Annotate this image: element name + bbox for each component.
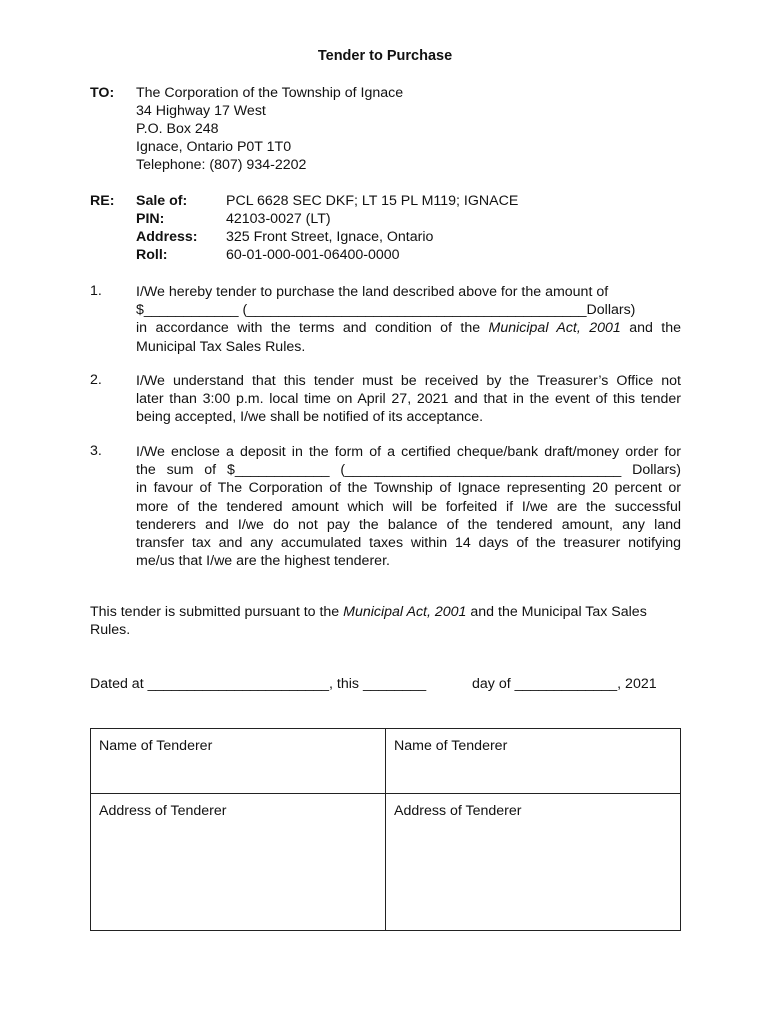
to-line-1: The Corporation of the Township of Ignace: [136, 85, 404, 101]
item-1-line-2: $____________ (___________________________________________Dollars): [136, 302, 636, 319]
statement-act-name: Municipal Act, 2001: [343, 604, 467, 620]
name-of-tenderer-cell-right[interactable]: Name of Tenderer: [386, 729, 681, 794]
item-1-act-name: Municipal Act, 2001: [488, 320, 621, 337]
re-value-address: 325 Front Street, Ignace, Ontario: [226, 229, 434, 245]
to-label: TO:: [90, 85, 115, 101]
re-value-sale: PCL 6628 SEC DKF; LT 15 PL M119; IGNACE: [226, 193, 519, 209]
dated-field-place[interactable]: Dated at _______________________, this ________: [90, 676, 427, 692]
item-1-line-1: I/We hereby tender to purchase the land described above for the amount of: [136, 284, 609, 300]
re-key-pin: PIN:: [136, 211, 165, 227]
item-1-line-3-a: in accordance with the terms and condition of the: [136, 320, 489, 337]
to-line-3: P.O. Box 248: [136, 121, 219, 137]
item-2-line-1: I/We understand that this tender must be received by the Treasurer’s Office not: [136, 373, 681, 389]
item-3-text: [136, 443, 681, 570]
re-key-sale: Sale of:: [136, 193, 188, 209]
item-3-line-6: transfer tax and any accumulated taxes within 14 days of the treasurer notifying: [136, 535, 681, 552]
re-value-pin: 42103-0027 (LT): [226, 211, 331, 227]
address-of-tenderer-cell-right[interactable]: Address of Tenderer: [386, 794, 681, 931]
re-value-roll: 60-01-000-001-06400-0000: [226, 247, 400, 263]
to-line-2: 34 Highway 17 West: [136, 103, 266, 119]
document-title: Tender to Purchase: [317, 48, 453, 64]
item-1-line-3-b: and the: [620, 320, 681, 337]
statement-line-1: [90, 603, 647, 621]
item-3-line-5: tenderers and I/we do not pay the balance of the tendered amount, any land: [136, 516, 681, 533]
re-key-roll: Roll:: [136, 247, 168, 263]
statement-after: and the Municipal Tax Sales: [466, 604, 647, 620]
item-3-line-7: me/us that I/we are the highest tenderer.: [136, 553, 390, 570]
item-1-text: [136, 283, 681, 356]
address-of-tenderer-cell-left[interactable]: Address of Tenderer: [91, 794, 386, 931]
re-label: RE:: [90, 193, 115, 209]
re-key-address: Address:: [136, 229, 198, 245]
item-3-line-3: in favour of The Corporation of the Township of Ignace representing 20 percent or: [136, 480, 681, 497]
name-of-tenderer-cell-left[interactable]: Name of Tenderer: [91, 729, 386, 794]
to-line-4: Ignace, Ontario P0T 1T0: [136, 139, 292, 155]
item-2-line-3: being accepted, I/we shall be notified of its acceptance.: [136, 409, 484, 426]
to-line-5: Telephone: (807) 934-2202: [136, 157, 307, 173]
item-2-text: [136, 372, 681, 427]
item-3-line-1: I/We enclose a deposit in the form of a certified cheque/bank draft/money order for: [136, 444, 681, 460]
dated-field-day[interactable]: day of _____________, 2021: [472, 676, 657, 692]
statement-line-2: Rules.: [90, 622, 131, 638]
statement-before: This tender is submitted pursuant to the: [90, 604, 344, 620]
item-1-line-4: Municipal Tax Sales Rules.: [136, 338, 306, 355]
item-3-line-2: the sum of $____________ (___________________________________ Dollars): [136, 462, 681, 479]
item-1-number: 1.: [90, 283, 102, 299]
tenderer-table: [90, 728, 681, 931]
item-3-number: 3.: [90, 443, 102, 459]
item-1-line-3: [136, 319, 681, 337]
item-2-line-2: later than 3:00 p.m. local time on April 27, 2021 and that in the event of this tender: [136, 391, 681, 408]
item-3-line-4: more of the tendered amount which will be forfeited if I/we are the successful: [136, 498, 681, 515]
item-2-number: 2.: [90, 372, 102, 388]
